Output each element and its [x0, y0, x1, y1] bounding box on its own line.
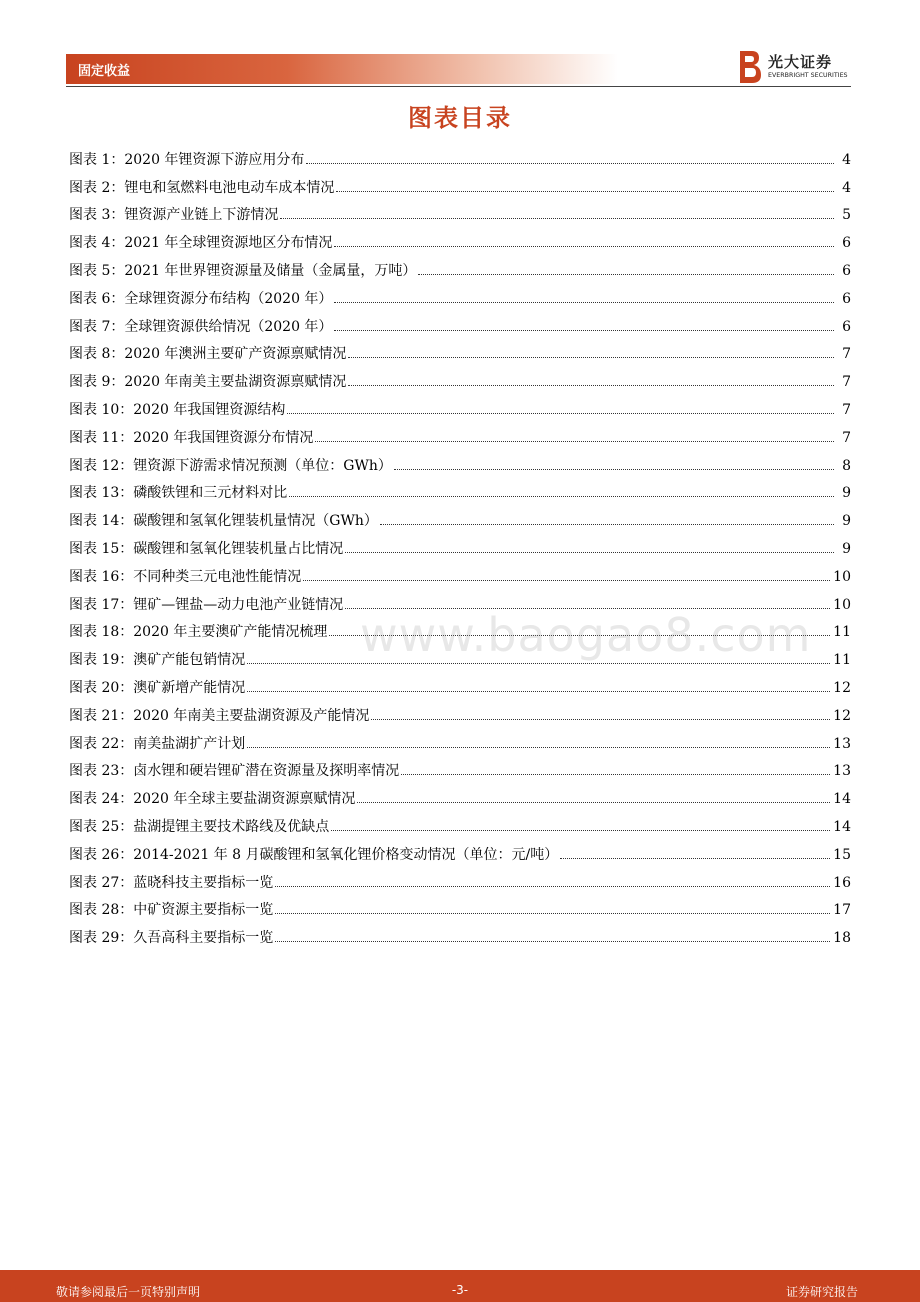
- logo-chinese-name: 光大证券: [768, 53, 833, 71]
- toc-entry-page: 6: [842, 262, 851, 279]
- toc-entry[interactable]: [69, 557, 851, 585]
- toc-entry-page: 12: [833, 707, 851, 724]
- footer: [0, 1270, 920, 1302]
- toc-entry[interactable]: [69, 529, 851, 557]
- toc-entry-label: 图表 3：锂资源产业链上下游情况: [69, 207, 279, 224]
- toc-entry-label: 图表 24：2020 年全球主要盐湖资源禀赋情况: [69, 791, 356, 808]
- toc-entry[interactable]: [69, 891, 851, 919]
- toc-entry-page: 9: [842, 540, 851, 557]
- toc-dot-leader: [287, 413, 834, 414]
- toc-entry-page: 6: [842, 318, 851, 335]
- header-band: [66, 54, 618, 84]
- toc-entry-label: 图表 27：蓝晓科技主要指标一览: [69, 874, 274, 891]
- everbright-logo: [738, 50, 853, 84]
- toc-dot-leader: [348, 385, 834, 386]
- toc-entry[interactable]: [69, 835, 851, 863]
- toc-entry-label: 图表 17：锂矿—锂盐—动力电池产业链情况: [69, 596, 344, 613]
- toc-dot-leader: [334, 246, 834, 247]
- toc-entry-label: 图表 1：2020 年锂资源下游应用分布: [69, 151, 305, 168]
- toc-entry[interactable]: [69, 779, 851, 807]
- toc-dot-leader: [334, 330, 834, 331]
- toc-entry-page: 18: [833, 930, 851, 947]
- toc-entry-page: 14: [833, 818, 851, 835]
- toc-entry-page: 7: [842, 374, 851, 391]
- toc-entry-page: 8: [842, 457, 851, 474]
- toc-entry[interactable]: [69, 251, 851, 279]
- toc-entry-label: 图表 11：2020 年我国锂资源分布情况: [69, 429, 314, 446]
- toc-dot-leader: [348, 357, 834, 358]
- toc-entry[interactable]: [69, 390, 851, 418]
- toc-entry-page: 10: [833, 568, 851, 585]
- toc-entry-label: 图表 7：全球锂资源供给情况（2020 年）: [69, 318, 333, 335]
- toc-dot-leader: [357, 802, 830, 803]
- toc-entry-label: 图表 8：2020 年澳洲主要矿产资源禀赋情况: [69, 346, 347, 363]
- toc-entry-page: 13: [833, 735, 851, 752]
- toc-entry-page: 7: [842, 429, 851, 446]
- toc-entry-page: 9: [842, 485, 851, 502]
- toc-entry[interactable]: [69, 668, 851, 696]
- toc-dot-leader: [401, 774, 830, 775]
- toc-dot-leader: [280, 218, 834, 219]
- toc-entry-label: 图表 5：2021 年世界锂资源量及储量（金属量，万吨）: [69, 262, 417, 279]
- toc-entry-page: 15: [833, 846, 851, 863]
- toc-entry[interactable]: [69, 418, 851, 446]
- toc-entry-label: 图表 2：锂电和氢燃料电池电动车成本情况: [69, 179, 335, 196]
- toc-dot-leader: [394, 469, 834, 470]
- toc-entry-label: 图表 20：澳矿新增产能情况: [69, 679, 246, 696]
- toc-entry-page: 9: [842, 513, 851, 530]
- toc-entry-label: 图表 6：全球锂资源分布结构（2020 年）: [69, 290, 333, 307]
- toc-entry-label: 图表 21：2020 年南美主要盐湖资源及产能情况: [69, 707, 370, 724]
- toc-dot-leader: [289, 496, 834, 497]
- toc-entry-page: 6: [842, 235, 851, 252]
- toc-entry-page: 11: [833, 624, 851, 641]
- toc-entry-page: 6: [842, 290, 851, 307]
- toc-dot-leader: [303, 580, 830, 581]
- toc-entry[interactable]: [69, 724, 851, 752]
- toc-entry-page: 14: [833, 791, 851, 808]
- toc-entry-page: 17: [833, 902, 851, 919]
- toc-dot-leader: [331, 830, 830, 831]
- toc-entry-page: 4: [842, 179, 851, 196]
- toc-dot-leader: [306, 163, 834, 164]
- page-number: -3-: [451, 1283, 469, 1297]
- toc-dot-leader: [334, 302, 834, 303]
- toc-entry-page: 11: [833, 652, 851, 669]
- toc-entry-page: 16: [833, 874, 851, 891]
- toc-entry-page: 4: [842, 151, 851, 168]
- toc-entry[interactable]: [69, 501, 851, 529]
- toc-dot-leader: [247, 747, 830, 748]
- header-rule: [66, 86, 851, 87]
- toc-dot-leader: [275, 941, 830, 942]
- toc-entry[interactable]: [69, 362, 851, 390]
- toc-entry[interactable]: [69, 807, 851, 835]
- toc-entry[interactable]: [69, 196, 851, 224]
- toc-entry-label: 图表 14：碳酸锂和氢氧化锂装机量情况（GWh）: [69, 513, 378, 530]
- watermark: www.baogao8.com: [360, 608, 812, 662]
- toc-dot-leader: [275, 886, 830, 887]
- everbright-logo-mark-icon: [738, 50, 762, 84]
- logo-english-name: EVERBRIGHT SECURITIES: [768, 72, 848, 79]
- toc-dot-leader: [275, 913, 830, 914]
- toc-entry-label: 图表 28：中矿资源主要指标一览: [69, 902, 274, 919]
- toc-entry-label: 图表 29：久吾高科主要指标一览: [69, 930, 274, 947]
- toc-entry-page: 10: [833, 596, 851, 613]
- toc-entry-label: 图表 9：2020 年南美主要盐湖资源禀赋情况: [69, 374, 347, 391]
- toc-dot-leader: [247, 691, 830, 692]
- toc-dot-leader: [560, 858, 830, 859]
- toc-entry-page: 13: [833, 763, 851, 780]
- toc-dot-leader: [247, 663, 830, 664]
- toc-entry-page: 12: [833, 679, 851, 696]
- toc-entry[interactable]: [69, 279, 851, 307]
- toc-entry-label: 图表 13：磷酸铁锂和三元材料对比: [69, 485, 288, 502]
- toc-dot-leader: [336, 191, 834, 192]
- toc-dot-leader: [418, 274, 834, 275]
- toc-entry[interactable]: [69, 696, 851, 724]
- toc-entry[interactable]: [69, 335, 851, 363]
- toc-dot-leader: [315, 441, 834, 442]
- toc-dot-leader: [380, 524, 834, 525]
- footer-disclaimer: 敬请参阅最后一页特别声明: [56, 1285, 201, 1299]
- toc-entry-label: 图表 26：2014-2021 年 8 月碳酸锂和氢氧化锂价格变动情况（单位：元/吨）: [69, 846, 559, 863]
- section-label: 固定收益: [78, 64, 131, 79]
- toc-entry[interactable]: [69, 918, 851, 946]
- toc-entry[interactable]: [69, 752, 851, 780]
- toc-entry-label: 图表 23：卤水锂和硬岩锂矿潜在资源量及探明率情况: [69, 763, 400, 780]
- toc-entry-page: 5: [842, 207, 851, 224]
- toc-dot-leader: [345, 552, 834, 553]
- toc-entry-label: 图表 25：盐湖提锂主要技术路线及优缺点: [69, 818, 330, 835]
- toc-dot-leader: [371, 719, 830, 720]
- toc-entry-label: 图表 10：2020 年我国锂资源结构: [69, 401, 286, 418]
- toc-entry[interactable]: [69, 307, 851, 335]
- toc-entry[interactable]: [69, 140, 851, 168]
- toc-entry-label: 图表 4：2021 年全球锂资源地区分布情况: [69, 235, 333, 252]
- footer-report-type: 证券研究报告: [785, 1285, 858, 1299]
- toc-entry-label: 图表 22：南美盐湖扩产计划: [69, 735, 246, 752]
- toc-entry-label: 图表 16：不同种类三元电池性能情况: [69, 568, 302, 585]
- toc-entry-label: 图表 18：2020 年主要澳矿产能情况梳理: [69, 624, 328, 641]
- toc-title: 图表目录: [408, 104, 512, 132]
- toc-entry-page: 7: [842, 346, 851, 363]
- toc-entry[interactable]: [69, 474, 851, 502]
- toc-entry-label: 图表 19：澳矿产能包销情况: [69, 652, 246, 669]
- toc-entry[interactable]: [69, 446, 851, 474]
- table-of-figures: [69, 140, 851, 946]
- toc-entry[interactable]: [69, 223, 851, 251]
- toc-entry-label: 图表 15：碳酸锂和氢氧化锂装机量占比情况: [69, 540, 344, 557]
- toc-entry-page: 7: [842, 401, 851, 418]
- toc-entry-label: 图表 12：锂资源下游需求情况预测（单位：GWh）: [69, 457, 392, 474]
- toc-entry[interactable]: [69, 863, 851, 891]
- toc-entry[interactable]: [69, 168, 851, 196]
